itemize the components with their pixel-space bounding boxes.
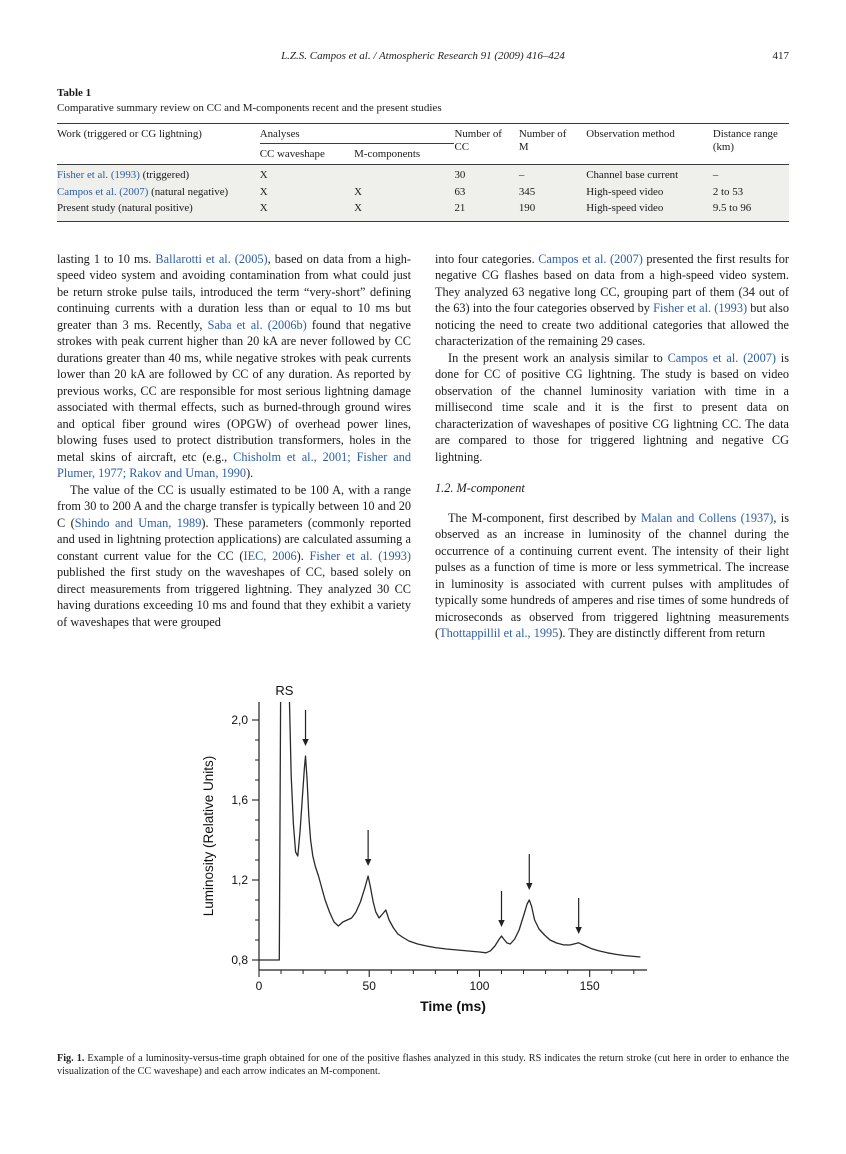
cc-waveshape-cell: X <box>259 169 268 181</box>
m-component-arrowhead <box>526 883 532 890</box>
citation-link[interactable]: Fisher et al. (1993) <box>309 548 411 563</box>
text-run: but also noticing the need to create two additional categories that allowed the characterization of the remaining 29 cases. <box>435 301 789 348</box>
number-cc-cell: 21 <box>454 202 466 214</box>
paragraph <box>435 510 789 642</box>
text-column-right <box>435 251 789 642</box>
distance-range-cell: 9.5 to 96 <box>712 202 752 214</box>
y-tick-label: 1,2 <box>231 872 248 887</box>
table-row <box>57 165 789 184</box>
running-head <box>57 50 789 62</box>
col-header-observation-method: Observation method <box>586 124 713 165</box>
text-run: , is observed as an increase in luminosity of the channel during the occurrence of a continuing current event. The intensity of their light pulses as a function of time is more or less symmetrical. The increase in luminosity is associated with current pulses with amplitudes of typically some hundreds of amperes and rise times of some hundreds of microseconds as observed from triggered lightning measurements ( <box>435 510 789 640</box>
m-components-cell: X <box>354 202 363 214</box>
number-m-cell: 345 <box>518 185 536 198</box>
citation-link[interactable]: Fisher et al. (1993) <box>57 169 140 181</box>
text-run: Present study (natural positive) <box>57 202 193 214</box>
text-run: ). <box>246 466 254 480</box>
luminosity-curve <box>259 678 640 960</box>
text-run: 1.2. M-component <box>435 481 525 495</box>
page-content <box>57 0 789 1079</box>
text-run: ). <box>296 548 310 563</box>
x-tick-label: 100 <box>469 978 490 993</box>
col-header-m-components: M-components <box>354 143 454 165</box>
figure-caption <box>57 1052 789 1079</box>
citation-link[interactable]: Chisholm et al., 2001; Fisher and Plumer, 1977; Rakov and Uman, 1990 <box>57 449 411 480</box>
distance-range-cell: – <box>712 169 719 181</box>
y-tick-label: 1,6 <box>231 792 248 807</box>
table-row <box>57 184 789 201</box>
cc-waveshape-cell: X <box>259 185 268 198</box>
citation-link[interactable]: Saba et al. (2006b) <box>207 317 307 332</box>
number-cc-cell: 63 <box>454 185 466 198</box>
work-cell <box>57 165 260 184</box>
col-header-cc-waveshape: CC waveshape <box>260 143 354 165</box>
m-component-arrowhead <box>365 859 371 866</box>
m-components-cell: X <box>354 185 363 198</box>
text-run: The M-component, first described by <box>448 510 641 525</box>
y-tick-label: 2,0 <box>231 712 248 727</box>
text-run: ). They are distinctly different from return <box>558 626 766 640</box>
citation-link[interactable]: Thottappillil et al., 1995 <box>439 626 559 640</box>
work-cell <box>57 200 260 221</box>
paragraph <box>435 350 789 466</box>
text-run: ). These parameters (commonly reported and used in lightning protection applications) are calculated assuming a constant current value for the CC ( <box>57 515 411 563</box>
citation-link[interactable]: Shindo and Uman, 1989 <box>74 515 202 530</box>
table-header-row-1 <box>57 124 789 144</box>
text-run: is done for CC of positive CG lightning. The study is based on video observation of the channel luminosity variation with time in a millisecond time scale and it is the first to present data on characterization of waveshapes of positive CG lightning CC. The data are compared to those for triggered lightning and negative CG lightning. <box>435 350 789 464</box>
text-run: published the first study on the waveshapes of CC, based solely on direct measurements from triggered lightning. They analyzed 30 CC having durations exceeding 10 ms and found that they exhibit a variety of waveshapes that were grouped <box>57 565 411 629</box>
citation-link[interactable]: Ballarotti et al. (2005) <box>155 251 268 266</box>
paragraph <box>57 251 411 482</box>
cc-waveshape-cell: X <box>259 202 268 214</box>
table-caption: Comparative summary review on CC and M-components recent and the present studies <box>57 102 442 114</box>
observation-method-cell: Channel base current <box>586 169 679 181</box>
m-component-arrowhead <box>498 920 504 927</box>
col-header-number-m: Number of M <box>519 124 586 165</box>
x-tick-label: 150 <box>579 978 600 993</box>
text-run: (triggered) <box>139 169 190 181</box>
rs-label: RS <box>275 682 294 698</box>
paragraph <box>435 251 789 350</box>
m-components-cell <box>354 165 454 184</box>
text-column-left <box>57 251 411 642</box>
y-axis-label: Luminosity (Relative Units) <box>201 755 216 916</box>
comparative-summary-table <box>57 123 789 222</box>
article-body <box>57 251 789 642</box>
distance-range-cell: 2 to 53 <box>712 185 744 198</box>
citation-link[interactable]: Campos et al. (2007) <box>538 251 643 266</box>
m-component-arrowhead <box>302 739 308 746</box>
observation-method-cell: High-speed video <box>586 185 664 198</box>
luminosity-chart <box>183 678 663 1030</box>
col-header-number-cc: Number of CC <box>454 124 518 165</box>
observation-method-cell: High-speed video <box>586 202 664 214</box>
col-header-distance-range: Distance range (km) <box>713 124 789 165</box>
x-tick-label: 0 <box>255 978 263 993</box>
col-header-analyses: Analyses <box>260 124 455 144</box>
table-label: Table 1 <box>57 87 92 99</box>
paragraph <box>57 482 411 631</box>
figure-1 <box>57 678 789 1030</box>
journal-citation: L.Z.S. Campos et al. / Atmospheric Research 91 (2009) 416–424 <box>281 50 565 62</box>
number-m-cell: 190 <box>518 202 536 214</box>
work-cell <box>57 184 260 201</box>
text-run: presented the first results for negative CG flashes based on data from a high-speed video system. They analyzed 63 negative long CC, grouping part of them (34 out of the 63) into the four categories observed by <box>435 251 789 315</box>
citation-link[interactable]: Campos et al. (2007) <box>667 350 776 365</box>
text-run: , based on data from a high-speed video system and avoiding contamination from what could just be return stroke pulse tails, introduced the term “very-short” defining continuing currents with a duration less than or equal to 10 ms but greater than 3 ms. Recently, <box>57 251 411 332</box>
number-cc-cell: 30 <box>454 169 466 181</box>
y-tick-label: 0,8 <box>231 952 248 967</box>
citation-link[interactable]: IEC, 2006 <box>243 548 297 563</box>
text-run: In the present work an analysis similar to <box>448 350 668 365</box>
table-1-block <box>57 87 789 222</box>
text-run: The value of the CC is usually estimated to be 100 A, with a range from 30 to 200 A and the charge transfer is typically between 10 and 20 C ( <box>57 482 411 530</box>
text-run: lasting 1 to 10 ms. <box>57 251 156 266</box>
text-run: (natural negative) <box>148 185 229 198</box>
page-number: 417 <box>772 50 789 62</box>
col-header-work: Work (triggered or CG lightning) <box>57 124 260 165</box>
x-axis-label: Time (ms) <box>420 997 486 1014</box>
citation-link[interactable]: Fisher et al. (1993) <box>653 301 748 315</box>
figure-label: Fig. 1. <box>57 1052 85 1064</box>
section-heading <box>435 480 789 497</box>
text-run: found that negative strokes with peak current higher than 20 kA are never followed by CC durations greater than 40 ms, while negative strokes with peak currents lower than 20 kA are followed by CC of any duration. As reported by previous works, CC are responsible for most serious lightning damage associated with thermal effects, such as burned-through ground wires and optical fiber ground wires (OPGW) of overhead power lines, blowing fuses used to protect distribution transformers, holes in the metal skins of aircraft, etc (e.g., <box>57 317 411 464</box>
table-row <box>57 200 789 221</box>
citation-link[interactable]: Campos et al. (2007) <box>57 185 149 198</box>
x-tick-label: 50 <box>362 978 376 993</box>
figure-caption-text: Example of a luminosity-versus-time graph obtained for one of the positive flashes analyzed in this study. RS indicates the return stroke (cut here in order to enhance the visualization of the CC waveshape) and each arrow indicates an M-component. <box>57 1052 789 1078</box>
number-m-cell: – <box>518 169 525 181</box>
m-component-arrowhead <box>575 927 581 934</box>
text-run: into four categories. <box>435 251 539 266</box>
citation-link[interactable]: Malan and Collens (1937) <box>640 510 774 525</box>
